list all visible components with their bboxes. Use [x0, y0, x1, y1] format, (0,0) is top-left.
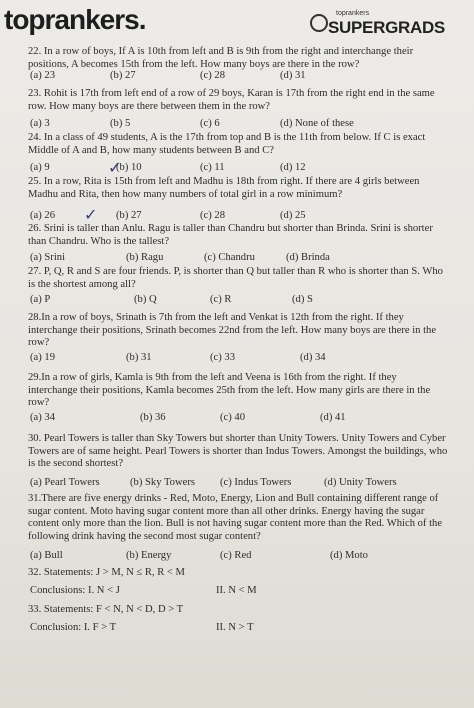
- option-a: (a) 3: [30, 118, 50, 129]
- supergrads-big-text: SUPERGRADS: [328, 18, 445, 37]
- option-b: (b) 27: [110, 70, 136, 81]
- option-c: (c) 40: [220, 412, 245, 423]
- question-26: 26. Srini is taller than Anlu. Ragu is taller than Chandru but shorter than Brinda. Srini is shorter than Chandru. Who is the tallest?: [28, 223, 433, 247]
- option-d: (d) 41: [320, 412, 346, 423]
- option-d: (d) None of these: [280, 118, 354, 129]
- supergrads-small-text: toprankers: [336, 10, 370, 17]
- option-b: (b) 36: [140, 412, 166, 423]
- question-30-options: [30, 477, 450, 491]
- option-a: (a) 19: [30, 352, 55, 363]
- question-22: 22. In a row of boys, If A is 10th from left and B is 9th from the right and interchange their positions, A becomes 15th from the left. How many boys are there in the row?: [28, 46, 414, 70]
- option-c: (c) 11: [200, 162, 225, 173]
- option-b: (b) Q: [134, 294, 157, 305]
- option-a: (a) 23: [30, 70, 55, 81]
- option-d: (d) 12: [280, 162, 306, 173]
- option-b: (b) 5: [110, 118, 131, 129]
- option-c: (c) 33: [210, 352, 235, 363]
- option-c: (c) 28: [200, 70, 225, 81]
- option-d: (d) Brinda: [286, 252, 330, 263]
- question-22-options: [30, 70, 450, 84]
- question-24: 24. In a class of 49 students, A is the 17th from top and B is the 11th from below. If C is exact Middle of A and B, how many students between B and C?: [28, 132, 426, 156]
- option-d: (d) S: [292, 294, 313, 305]
- question-23: 23. Rohit is 17th from left end of a row of 29 boys, Karan is 17th from the right end in the same row. How many boys are there between them in the row?: [28, 88, 435, 112]
- question-23-options: [30, 118, 450, 132]
- question-25: 25. In a row, Rita is 15th from left and Madhu is 18th from right. If there are 4 girls between Madhu and Rita, then how many numbers of total girl in a row minimum?: [28, 176, 420, 200]
- question-29-options: [30, 412, 450, 426]
- conclusion-1: Conclusion: I. F > T: [30, 622, 117, 633]
- question-33: 33. Statements: F < N, N < D, D > T: [28, 604, 184, 615]
- question-33-conclusions: [30, 622, 450, 636]
- option-c: (c) Red: [220, 550, 252, 561]
- question-31: 31.There are five energy drinks - Red, Moto, Energy, Lion and Bull containing different range of sugar content. Moto having sugar content more than all other drinks. Energy having the sugar content only more than the lion. Bull is not having sugar content more than the Red. Which of the following drink having the second most sugar content?: [28, 493, 443, 542]
- option-b: (b) 10: [116, 162, 142, 173]
- handwritten-check-icon: ✓: [108, 158, 122, 177]
- conclusion-2: II. N > T: [216, 622, 254, 633]
- option-c: (c) Indus Towers: [220, 477, 292, 488]
- question-27: 27. P, Q, R and S are four friends. P, is shorter than Q but taller than R who is shorter than S. Who is the shortest among all?: [28, 266, 443, 290]
- option-c: (c) Chandru: [204, 252, 255, 263]
- question-30: 30. Pearl Towers is taller than Sky Towers but shorter than Unity Towers. Unity Towers and Cyber Towers are of same height. Pearl Towers is shorter than Indus Towers. Amongst the buildings, who is the second shortest?: [28, 433, 448, 469]
- question-28-options: [30, 352, 450, 366]
- handwritten-check-icon: ✓: [84, 205, 98, 224]
- question-26-options: [30, 252, 450, 266]
- option-a: (a) Srini: [30, 252, 66, 263]
- option-d: (d) 25: [280, 210, 306, 221]
- option-c: (c) R: [210, 294, 232, 305]
- option-b: (b) Energy: [126, 550, 172, 561]
- question-24-options: [30, 162, 450, 176]
- option-b: (b) 27: [116, 210, 142, 221]
- option-a: (a) 9: [30, 162, 50, 173]
- question-29: 29.In a row of girls, Kamla is 9th from the left and Veena is 16th from the right. If they interchange their positions, Kamla becomes 25th from the left. How many girls are there in the row?: [28, 372, 431, 408]
- option-b: (b) Sky Towers: [130, 477, 195, 488]
- question-27-options: [30, 294, 450, 308]
- option-a: (a) P: [30, 294, 51, 305]
- question-28: 28.In a row of boys, Srinath is 7th from the left and Venkat is 12th from the right. If they interchange their positions, Srinath becomes 22nd from the left. How many boys are there in the row?: [28, 312, 437, 348]
- option-a: (a) 26: [30, 210, 55, 221]
- option-d: (d) Moto: [330, 550, 368, 561]
- option-a: (a) 34: [30, 412, 55, 423]
- option-d: (d) 31: [280, 70, 306, 81]
- question-32-conclusions: [30, 585, 450, 599]
- option-b: (b) Ragu: [126, 252, 164, 263]
- option-d: (d) Unity Towers: [324, 477, 397, 488]
- question-32: 32. Statements: J > M, N ≤ R, R < M: [28, 567, 185, 578]
- option-c: (c) 6: [200, 118, 220, 129]
- question-31-options: [30, 550, 450, 564]
- option-b: (b) 31: [126, 352, 152, 363]
- conclusion-2: II. N < M: [216, 585, 257, 596]
- toprankers-logo: toprankers.: [4, 4, 146, 35]
- option-d: (d) 34: [300, 352, 326, 363]
- option-c: (c) 28: [200, 210, 225, 221]
- conclusion-1: Conclusions: I. N < J: [30, 585, 120, 596]
- option-a: (a) Pearl Towers: [30, 477, 100, 488]
- option-a: (a) Bull: [30, 550, 63, 561]
